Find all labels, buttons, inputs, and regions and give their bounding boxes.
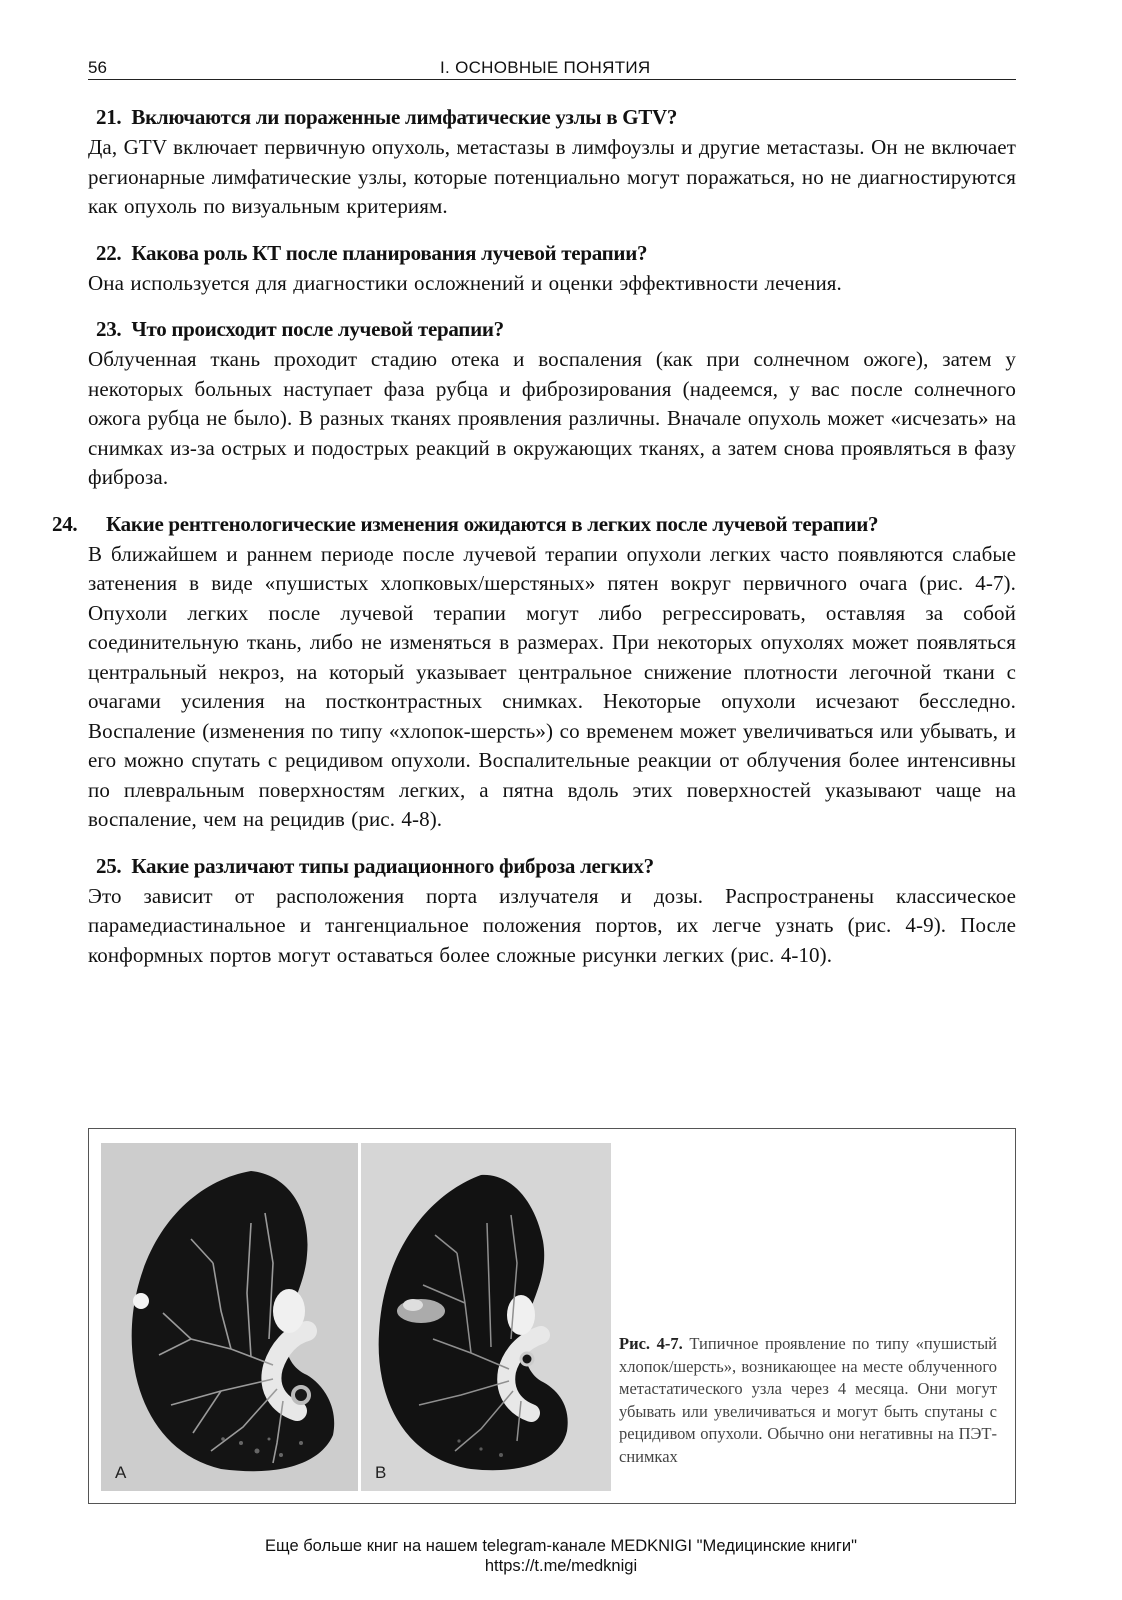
- answer-paragraph: В ближайшем и раннем периоде после лучевой терапии опухоли легких часто появляются слабые затенения в виде «пушистых хлопковых/шерстяных» пятен вокруг первичного очага (рис. 4-7). Опухоли легких после лучевой терапии могут либо регрессировать, оставляя за собой соединительную ткань, либо не изменяться в размерах. При некоторых опухолях может появляться центральный некроз, на который указывает центральное снижение плотности легочной ткани с очагами усиления на постконтрастных снимках. Некоторые опухоли исчезают бесследно. Воспаление (изменения по типу «хлопок-шерсть») со временем может увеличиваться или убывать, и его можно спутать с рецидивом опухоли. Воспалительные реакции от облучения более интенсивны по плевральным поверхностям легких, а пятна вдоль этих поверхностей указывают чаще на воспаление, чем на рецидив (рис. 4-8).: [88, 541, 1016, 831]
- question-heading: [88, 316, 1016, 343]
- ct-lung-scan-a: [101, 1143, 358, 1491]
- caption-label: Рис. 4-7.: [619, 1334, 683, 1353]
- question-text: Включаются ли пораженные лимфатические узлы в GTV?: [131, 105, 678, 129]
- figure-caption: [619, 1333, 997, 1468]
- ct-lung-scan-b: [361, 1143, 611, 1491]
- page-number: 56: [88, 58, 107, 77]
- chapter-title: I. ОСНОВНЫЕ ПОНЯТИЯ: [440, 58, 651, 77]
- ct-image-a: [101, 1143, 358, 1491]
- qa-item: [88, 853, 1016, 971]
- qa-item: [88, 240, 1016, 299]
- promo-footer: [0, 1536, 1122, 1576]
- question-heading: [88, 240, 1016, 267]
- question-number: 23.: [96, 317, 122, 341]
- figure-4-7: [88, 1128, 1016, 1504]
- main-text: [52, 104, 1016, 988]
- question-heading: [88, 104, 1016, 131]
- question-number: 21.: [96, 105, 122, 129]
- panel-label-a: A: [115, 1463, 127, 1482]
- qa-item: [88, 104, 1016, 222]
- ct-image-b: [361, 1143, 611, 1491]
- question-text: Какие различают типы радиационного фиброза легких?: [131, 853, 654, 878]
- answer-paragraph: Она используется для диагностики осложнений и оценки эффективности лечения.: [88, 270, 842, 295]
- running-head: [88, 52, 1016, 82]
- question-text: Что происходит после лучевой терапии?: [131, 317, 504, 341]
- header-rule: [88, 79, 1016, 80]
- question-heading: 24. Какие рентгенологические изменения ожидаются в легких после лучевой терапии?: [52, 511, 879, 536]
- question-text: Какова роль КТ после планирования лучевой терапии?: [131, 240, 648, 265]
- qa-item: [52, 511, 1016, 835]
- answer-paragraph: Это зависит от расположения порта излучателя и дозы. Распространены классическое парамедиастинальное и тангенциальное положения портов, их легче узнать (рис. 4-9). После конформных портов могут оставаться более сложные рисунки легких (рис. 4-10).: [88, 883, 1016, 967]
- panel-label-b: B: [375, 1463, 387, 1482]
- answer-paragraph: Да, GTV включает первичную опухоль, метастазы в лимфоузлы и другие метастазы. Он не включает регионарные лимфатические узлы, которые потенциально могут поражаться, но не диагностируются как опухоль по визуальным критериям.: [88, 135, 1016, 218]
- footer-promo-text: Еще больше книг на нашем telegram-канале MEDKNIGI "Медицинские книги": [265, 1537, 857, 1555]
- question-text: Какие рентгенологические изменения ожидаются в легких после лучевой терапии?: [106, 511, 879, 536]
- caption-text: Типичное проявление по типу «пушистый хлопок/шерсть», возникающее на месте облученного метастатического узла через 4 месяца. Они могут убывать или увеличиваться и могут быть спутаны с рецидивом опухоли. Обычно они негативны на ПЭТ-снимках: [619, 1334, 997, 1466]
- qa-item: [88, 316, 1016, 493]
- question-number: 22.: [96, 240, 122, 265]
- question-heading: [88, 853, 1016, 880]
- answer-paragraph: Облученная ткань проходит стадию отека и воспаления (как при солнечном ожоге), затем у некоторых больных наступает фаза рубца и фиброзирования (надеемся, у вас после солнечного ожога рубца не было). В разных тканях проявления различны. Вначале опухоль может «исчезать» на снимках из-за острых и подострых реакций в окружающих тканях, а затем снова проявляться в фазу фиброза.: [88, 347, 1016, 489]
- question-number: 25.: [96, 853, 122, 878]
- footer-channel-link[interactable]: https://t.me/medknigi: [484, 1557, 638, 1575]
